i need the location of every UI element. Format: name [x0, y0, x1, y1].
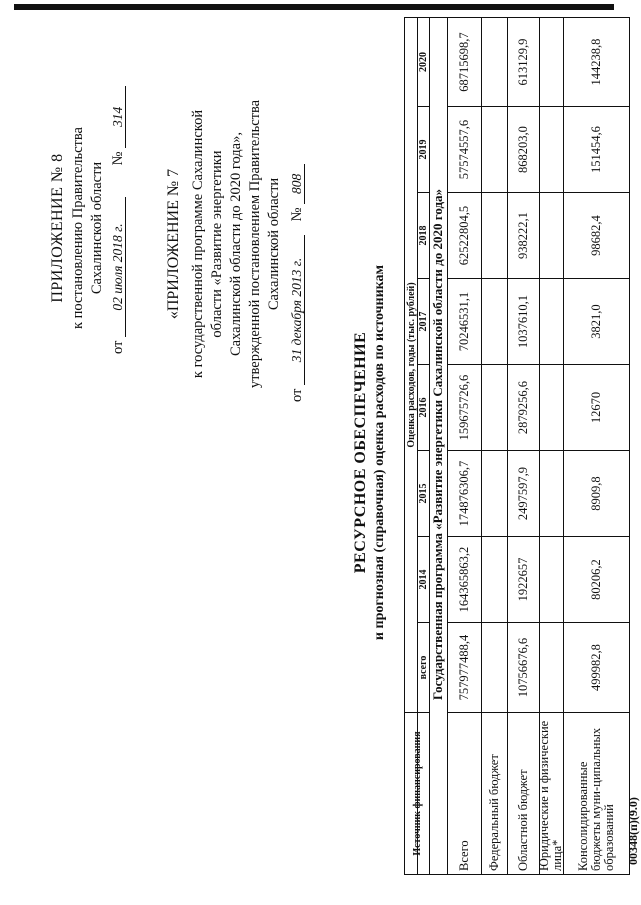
appendix-7-date-prefix: от: [289, 388, 305, 402]
table-row-regional: [507, 18, 540, 874]
row-value-2019: 868203,0: [507, 106, 539, 192]
header-source-label: Источник финансирования: [405, 712, 429, 874]
row-source: Областной бюджет: [507, 712, 539, 874]
row-value-2020: 144238,8: [588, 38, 603, 86]
table-row-legal-entities: [539, 18, 564, 874]
row-value-2016: 12670: [563, 364, 629, 450]
row-value-2018: 938222,1: [507, 192, 539, 278]
row-value-всего: [539, 622, 563, 712]
header-col-2018: 2018: [417, 192, 429, 278]
row-value-2018: [539, 192, 563, 278]
row-value-2019: [481, 106, 507, 192]
appendix-8-number: 314: [110, 86, 126, 148]
header-col-2017: 2017: [417, 278, 429, 364]
appendix-7-date: 31 декабря 2013 г.: [289, 235, 305, 385]
row-value-2018: [481, 192, 507, 278]
row-value-2015: 2497597,9: [507, 450, 539, 536]
appendix-8-line1: к постановлению Правительства: [70, 127, 86, 329]
row-value-2019: [539, 106, 563, 192]
header-col-2015: 2015: [417, 450, 429, 536]
heading-title: РЕСУРСНОЕ ОБЕСПЕЧЕНИЕ: [352, 331, 369, 574]
appendix-8-number-sign: №: [110, 151, 126, 166]
footer-code: 00348(п)(9.0): [626, 797, 640, 865]
row-source: Федеральный бюджет: [481, 712, 507, 874]
appendix-8-date-line: [109, 58, 128, 398]
table-row-federal: [481, 18, 508, 874]
appendix-8-date: 02 июля 2018 г.: [110, 197, 126, 337]
row-value-2015: [481, 450, 507, 536]
row-value-2017: 1037610,1: [507, 278, 539, 364]
page-edge-line: [14, 4, 614, 10]
row-value-2017: 3821,0: [563, 278, 629, 364]
row-value-2020: 68715698,7: [456, 32, 471, 92]
row-value-2020: [481, 18, 507, 106]
header-col-total: всего: [417, 622, 429, 712]
row-source: Консолидированные бюджеты муни-ципальных образований: [563, 712, 629, 874]
row-value-2014: 164365863,2: [447, 536, 481, 622]
appendix-7-line3: Сахалинской области до 2020 года»,: [228, 132, 244, 356]
row-value-total: 757977488,4: [447, 622, 481, 712]
row-value-всего: [481, 622, 507, 712]
row-value-2018: 62522804,5: [447, 192, 481, 278]
row-value-2017: [539, 278, 563, 364]
row-value-2015: 8909,8: [563, 450, 629, 536]
row-value-2017: 70246531,1: [447, 278, 481, 364]
row-source: Юридические и физические лица*: [539, 712, 563, 874]
row-value-2014: 80206,2: [563, 536, 629, 622]
header-estimate: Оценка расходов, годы (тыс. рублей): [405, 282, 417, 448]
appendix-7-title: «ПРИЛОЖЕНИЕ № 7: [165, 168, 182, 320]
appendix-7-number-sign: №: [289, 207, 305, 222]
appendix-7-line5: Сахалинской области: [266, 177, 282, 311]
funding-table: [404, 17, 630, 875]
row-value-2017: [481, 278, 507, 364]
row-value-2016: [481, 364, 507, 450]
appendix-7-line2: области «Развитие энергетики: [209, 150, 225, 338]
row-value-2015: [539, 450, 563, 536]
heading-subtitle: и прогнозная (справочная) оценка расходов по источникам: [372, 264, 387, 641]
appendix-7-line1: к государственной программе Сахалинской: [190, 109, 206, 379]
row-value-всего: 10756676,6: [507, 622, 539, 712]
row-value-2016: 2879256,6: [507, 364, 539, 450]
appendix-7-date-line: [288, 54, 307, 434]
appendix-7-line4: утвержденной постановлением Правительства: [247, 99, 263, 389]
document-heading: [352, 0, 388, 905]
header-col-2019: 2019: [417, 106, 429, 192]
row-value-2015: 174876306,7: [447, 450, 481, 536]
appendix-8-date-prefix: от: [110, 340, 126, 354]
table-row-total: [447, 18, 482, 874]
row-value-2020: 613129,9: [515, 38, 530, 86]
row-value-2019: 151454,6: [563, 106, 629, 192]
header-col-2016: 2016: [417, 364, 429, 450]
appendix-7-block: [164, 54, 307, 434]
row-value-2016: [539, 364, 563, 450]
row-value-2014: [481, 536, 507, 622]
row-value-2014: [539, 536, 563, 622]
row-value-2016: 159675726,6: [447, 364, 481, 450]
program-title: Государственная программа «Развитие энергетики Сахалинской области до 2020 года»: [430, 188, 445, 701]
table-row-municipal: [563, 18, 629, 874]
row-value-2019: 57574557,6: [447, 106, 481, 192]
header-col-2014: 2014: [417, 536, 429, 622]
row-value-всего: 499982,8: [563, 622, 629, 712]
program-title-row: [429, 18, 448, 874]
appendix-8-line2: Сахалинской области: [89, 161, 105, 295]
row-source: Всего: [447, 712, 481, 874]
appendix-8-title: ПРИЛОЖЕНИЕ № 8: [49, 153, 66, 303]
appendix-7-number: 808: [289, 164, 305, 204]
row-value-2020: [539, 18, 563, 106]
row-value-2018: 98682,4: [563, 192, 629, 278]
row-value-2014: 1922657: [507, 536, 539, 622]
header-col-2020: 2020: [417, 52, 429, 72]
appendix-8-block: [48, 58, 128, 398]
